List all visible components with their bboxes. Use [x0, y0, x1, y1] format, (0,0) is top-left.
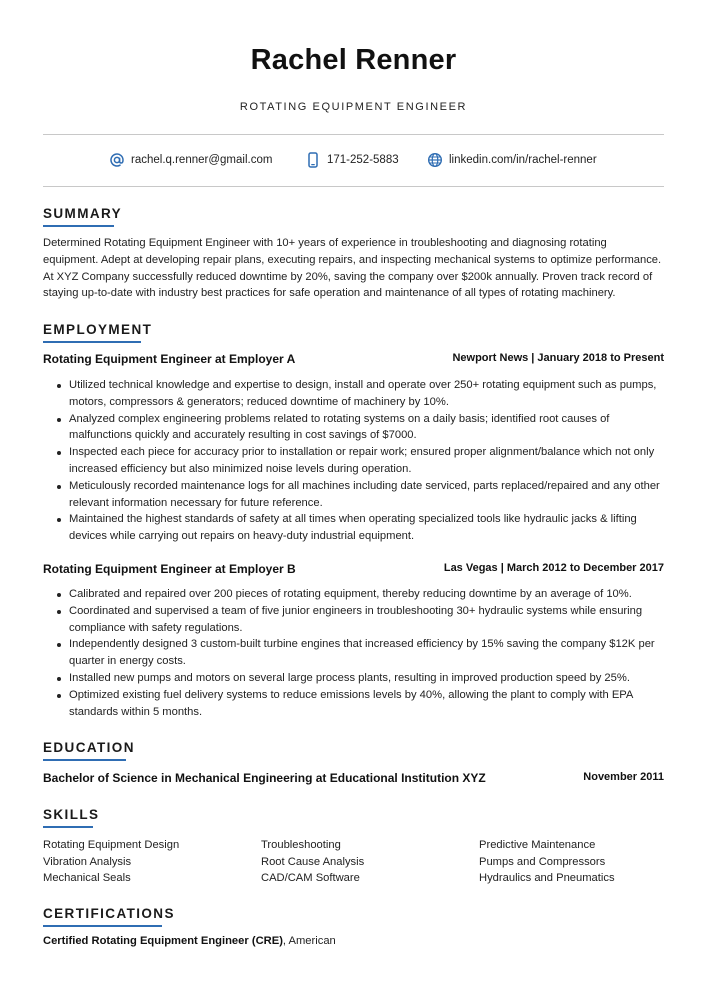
job-location-dates: Las Vegas | March 2012 to December 2017 [443, 562, 664, 574]
header-divider-bottom [43, 186, 664, 187]
job-header [43, 562, 664, 578]
certification-name: Certified Rotating Equipment Engineer (CRE) [43, 935, 283, 947]
skill-item: CAD/CAM Software [261, 872, 360, 884]
list-item: Installed new pumps and motors on several large process plants, resulting in improved production speed by 25%. [43, 670, 664, 687]
skill-item: Hydraulics and Pneumatics [479, 872, 615, 884]
certifications-underline [43, 925, 162, 927]
list-item: Coordinated and supervised a team of five junior engineers in troubleshooting 30+ hydraulic systems while ensuring compliance with safety regulations. [43, 603, 664, 637]
contact-linkedin[interactable] [427, 150, 597, 170]
list-item: Optimized existing fuel delivery systems to reduce emissions levels by 40%, allowing the plant to comply with EPA standards within 5 months. [43, 687, 664, 721]
job-bullets [43, 586, 664, 720]
list-item: Independently designed 3 custom-built turbine engines that increased efficiency by 15% saving the company $12K per quarter in energy costs. [43, 636, 664, 670]
certifications-heading: CERTIFICATIONS [43, 906, 175, 921]
contact-phone-text: 171-252-5883 [327, 154, 399, 166]
list-item: Calibrated and repaired over 200 pieces of rotating equipment, thereby reducing downtime by an average of 10%. [43, 586, 664, 603]
list-item: Maintained the highest standards of safety at all times when operating specialized tools like hydraulic jacks & lifting devices while carrying out repairs on heavy-duty industrial equipment. [43, 511, 664, 545]
job-location-dates: Newport News | January 2018 to Present [452, 352, 664, 364]
contact-linkedin-text: linkedin.com/in/rachel-renner [449, 154, 597, 166]
education-underline [43, 759, 126, 761]
contact-phone[interactable] [305, 150, 399, 170]
skills-underline [43, 826, 93, 828]
job-header [43, 352, 664, 368]
list-item: Utilized technical knowledge and expertise to design, install and operate over 250+ rotating equipment such as pumps, motors, compressors & generators; reduced downtime of machinery by 10%. [43, 377, 664, 411]
skills-heading: SKILLS [43, 807, 100, 822]
employment-underline [43, 341, 141, 343]
at-sign-icon [109, 152, 125, 168]
contact-bar [43, 150, 664, 170]
globe-icon [427, 152, 443, 168]
summary-underline [43, 225, 114, 227]
job-title: Rotating Equipment Engineer at Employer A [43, 352, 296, 366]
list-item: Meticulously recorded maintenance logs for all machines including date serviced, parts replaced/repaired and any other relevant information necessary for future reference. [43, 478, 664, 512]
skill-item: Pumps and Compressors [479, 855, 606, 868]
list-item: Inspected each piece for accuracy prior to installation or repair work; ensured proper alignment/balance which not only increased efficiency but also minimized noise levels during operation. [43, 444, 664, 478]
candidate-role: ROTATING EQUIPMENT ENGINEER [239, 101, 468, 113]
skill-item: Vibration Analysis [43, 855, 132, 868]
job-title: Rotating Equipment Engineer at Employer B [43, 562, 296, 576]
job-bullets [43, 377, 664, 545]
skill-item: Rotating Equipment Design [43, 839, 180, 851]
phone-icon [305, 152, 321, 168]
degree-title: Bachelor of Science in Mechanical Engineering at Educational Institution XYZ [43, 771, 486, 785]
certification-entry [43, 935, 336, 947]
list-item: Analyzed complex engineering problems related to rotating systems on a daily basis; identified root causes of malfunctions quickly and accurately resulting in cost savings of $7000. [43, 411, 664, 445]
skill-item: Predictive Maintenance [479, 839, 596, 851]
skill-item: Troubleshooting [261, 839, 341, 851]
header-divider-top [43, 134, 664, 135]
certification-issuer: , American [282, 935, 336, 947]
education-entry [43, 771, 664, 787]
candidate-name: Rachel Renner [250, 44, 457, 76]
education-heading: EDUCATION [43, 740, 135, 755]
skill-item: Mechanical Seals [43, 872, 131, 884]
summary-text: Determined Rotating Equipment Engineer with 10+ years of experience in troubleshooting and diagnosing rotating equipment. Adept at developing repair plans, executing repairs, and inspecting mechanical systems to optimize performance. At XYZ Company successfully reduced downtime by 20%, saving the company over $200k annually. Proven track record of staying up-to-date with industry best practices for safe operation and maintenance of all types of rotating machinery. [43, 237, 662, 300]
employment-heading: EMPLOYMENT [43, 322, 153, 337]
skill-item: Root Cause Analysis [261, 855, 365, 868]
summary-heading: SUMMARY [43, 206, 123, 221]
contact-email[interactable] [109, 150, 272, 170]
degree-date: November 2011 [583, 771, 664, 783]
contact-email-text: rachel.q.renner@gmail.com [131, 154, 273, 166]
